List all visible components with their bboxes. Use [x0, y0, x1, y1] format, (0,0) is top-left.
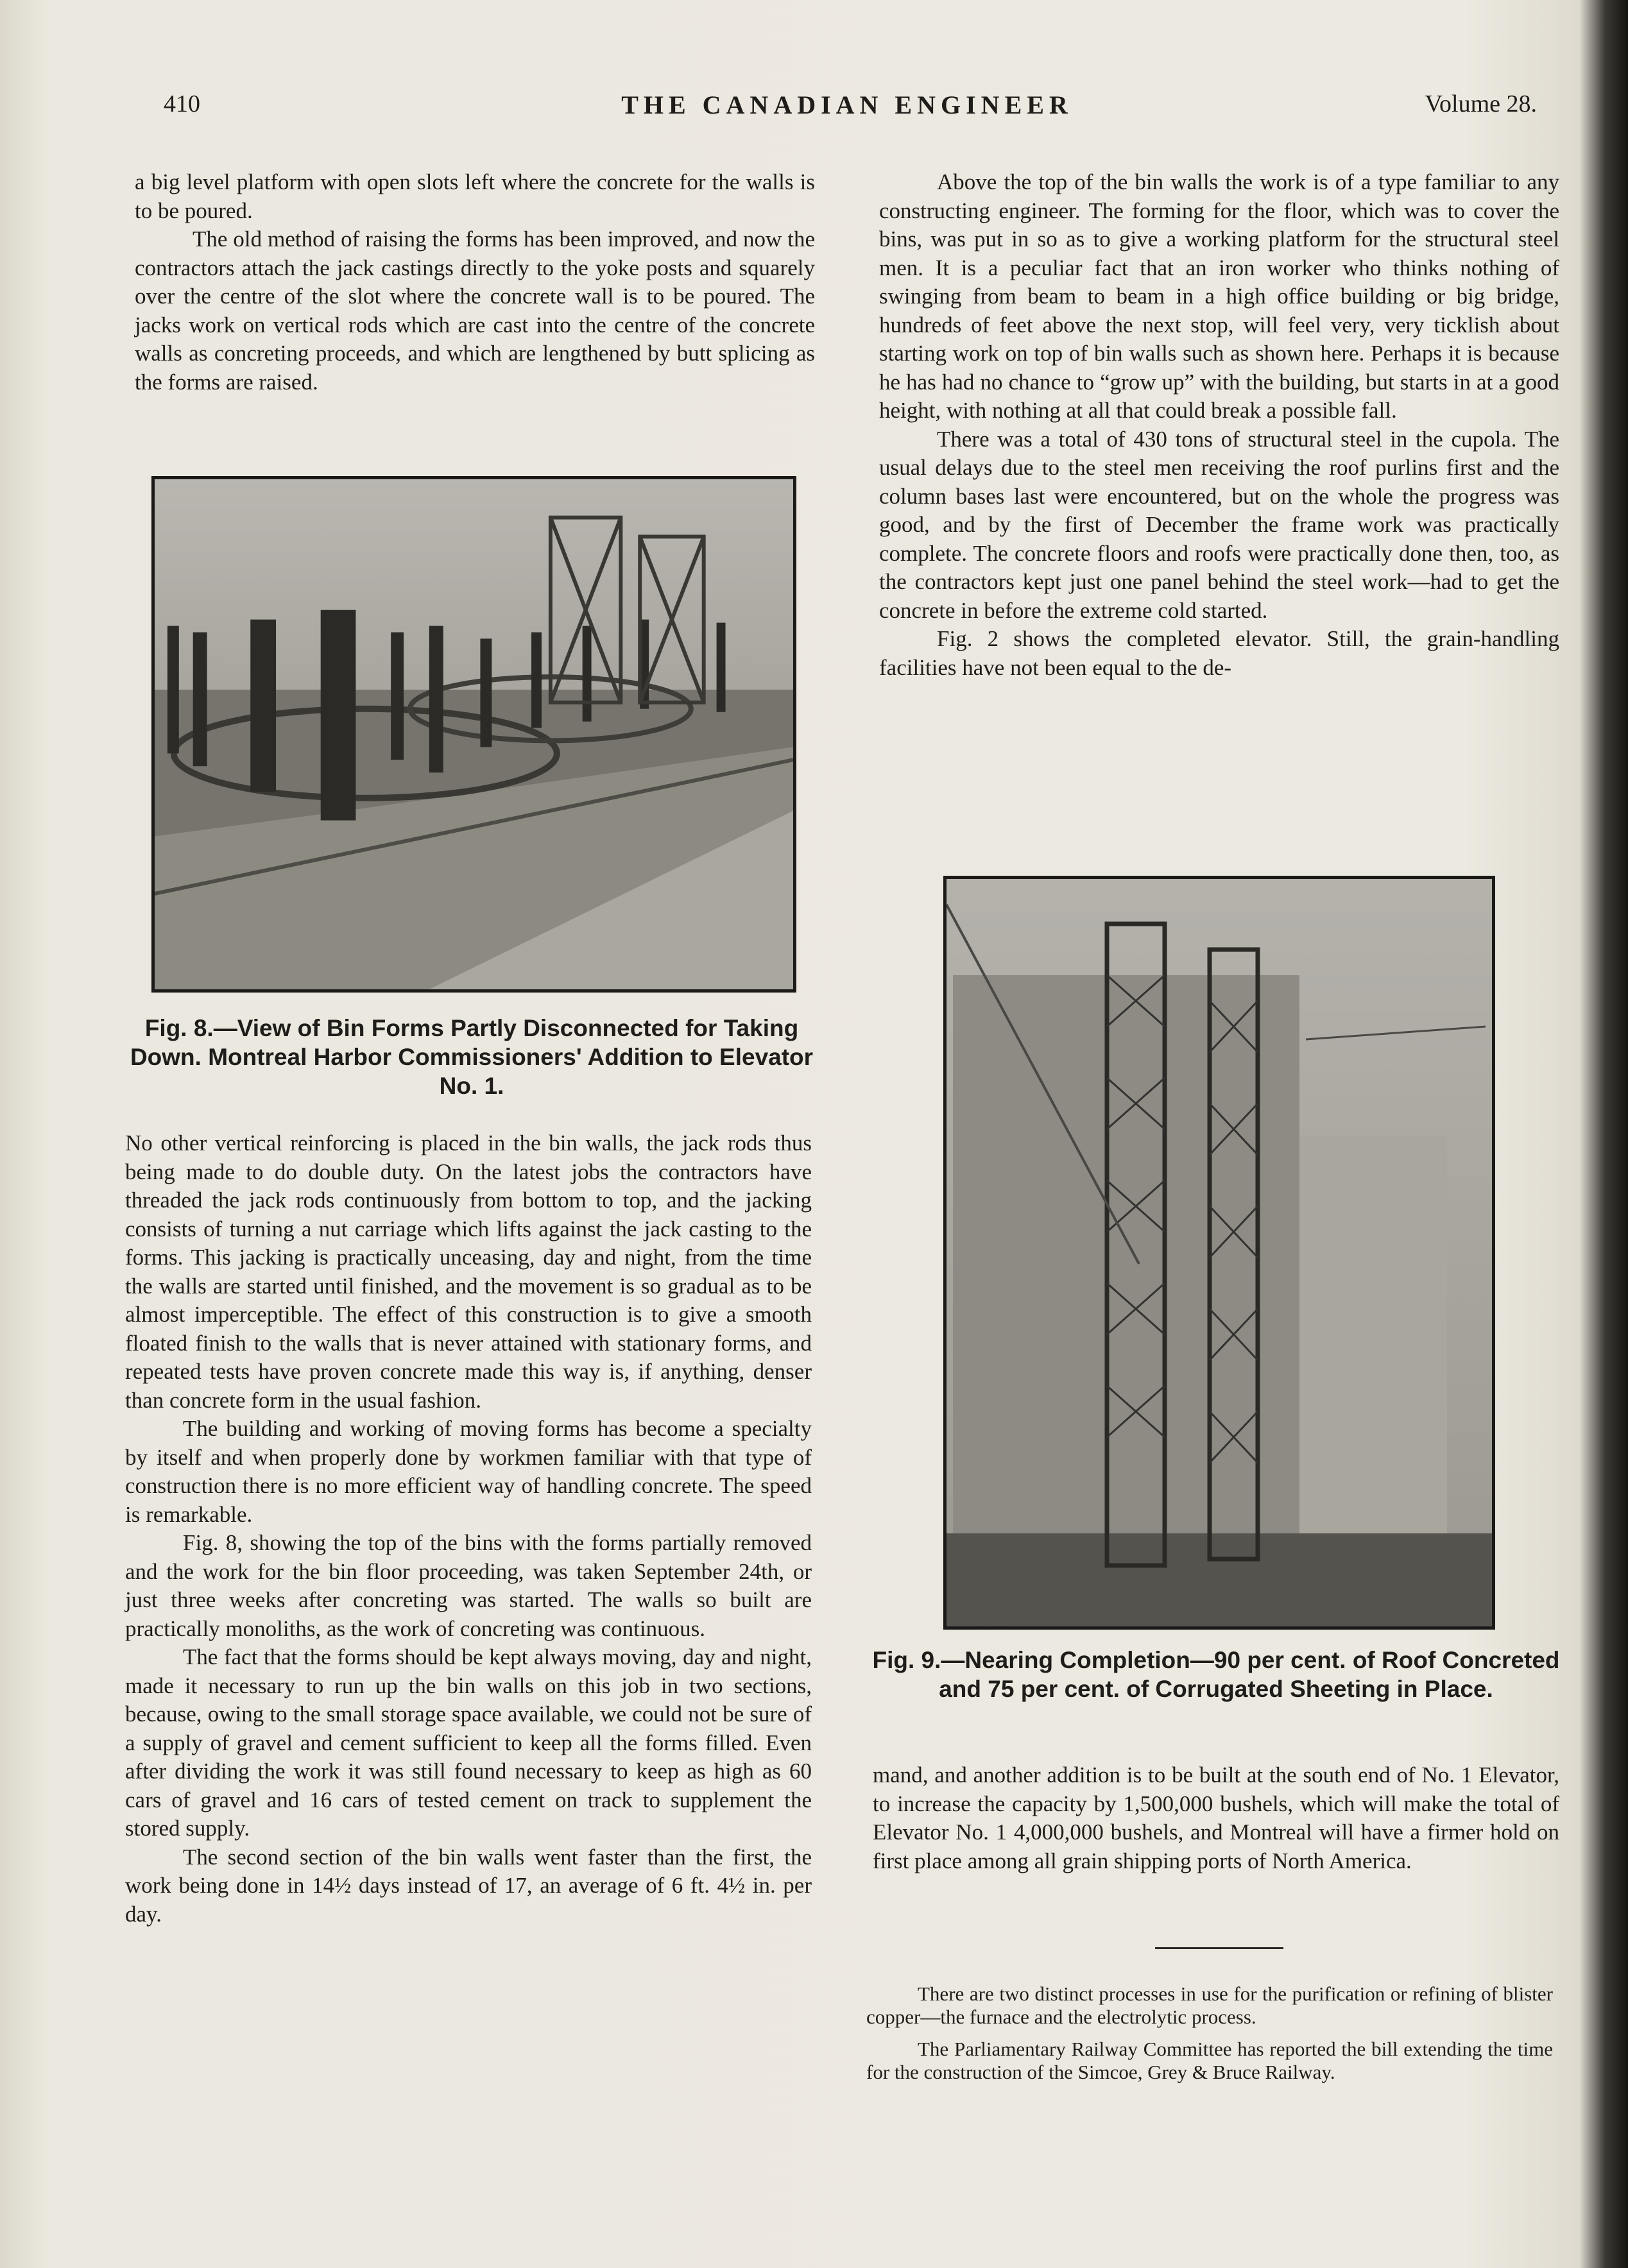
figure-9-photo — [943, 876, 1495, 1630]
paragraph: No other vertical reinforcing is placed in the bin walls, the jack rods thus being made to do double duty. On the latest jobs the contractors have threaded the jack rods continuously from bottom to top, and the jacking consists of turning a nut carriage which lifts against the jack casting to the forms. This jacking is practically unceasing, day and night, from the time the walls are started until finished, and the movement is so gradual as to be almost imperceptible. The effect of this construction is to give a smooth floated finish to the walls that is never attained with stationary forms, and repeated tests have proven concrete made this way is, if anything, denser than concrete form in the usual fashion. — [125, 1130, 812, 1413]
figure-9-caption: Fig. 9.—Nearing Completion—90 per cent. of Roof Concreted and 75 per cent. of Corrugated Sheeting in Place. — [872, 1647, 1560, 1702]
figure-8-caption: Fig. 8.—View of Bin Forms Partly Disconnected for Taking Down. Montreal Harbor Commissioners' Addition to Elevator No. 1. — [130, 1015, 814, 1099]
paragraph: Above the top of the bin walls the work is of a type familiar to any constructing engineer. The forming for the floor, which was to cover the bins, was put in so as to give a working platform for the structural steel men. It is a peculiar fact that an iron worker who thinks nothing of swinging from beam to beam in a high office building or big bridge, hundreds of feet above the next stop, will feel very, very ticklish about starting work on top of bin walls such as shown here. Perhaps it is because he has had no chance to “grow up” with the building, but starts in at a good height, with nothing at all that could break a possible fall. — [879, 169, 1559, 423]
journal-title: THE CANADIAN ENGINEER — [621, 90, 1073, 119]
paragraph: The fact that the forms should be kept always moving, day and night, made it necessary to run up the bin walls on this job in two sections, because, owing to the small storage space available, we could not be sure of a supply of gravel and cement sufficient to keep all the forms filled. Even after dividing the work it was still found necessary to keep as high as 60 cars of gravel and 16 cars of tested cement on track to supplement the stored supply. — [125, 1644, 812, 1841]
paragraph: There was a total of 430 tons of structural steel in the cupola. The usual delays due to the steel men receiving the roof purlins first and the column bases last were encountered, but on the whole the progress was good, and by the first of December the frame work was practically complete. The concrete floors and roofs were practically done then, too, as the contractors kept just one panel behind the steel work—had to get the concrete in before the extreme cold started. — [879, 426, 1559, 623]
note-item: There are two distinct processes in use for the purification or refining of blister copper—the furnace and the electrolytic process. — [866, 1982, 1553, 2028]
paragraph: The old method of raising the forms has been improved, and now the contractors attach the jack castings directly to the yoke posts and squarely over the centre of the slot where the concrete wall is to be poured. The jacks work on vertical rods which are cast into the centre of the concrete walls as concreting proceeds, and which are lengthened by butt splicing as the forms are raised. — [135, 226, 815, 395]
paragraph: The second section of the bin walls went faster than the first, the work being done in 14½ days instead of 17, an average of 6 ft. 4½ in. per day. — [125, 1844, 812, 1927]
volume-label: Volume 28. — [1425, 90, 1537, 117]
left-column-bottom — [125, 1129, 812, 1929]
page-number: 410 — [164, 90, 200, 117]
right-column-top — [879, 168, 1559, 682]
paragraph: The building and working of moving forms has become a specialty by itself and when properly done by workmen familiar with that type of construction there is no more efficient way of handling concrete. The speed is remarkable. — [125, 1416, 812, 1527]
figure-8-photo — [151, 476, 796, 993]
running-header — [157, 90, 1537, 128]
paragraph: mand, and another addition is to be built at the south end of No. 1 Elevator, to increase the capacity by 1,500,000 bushels, which will make the total of Elevator No. 1 4,000,000 bushels, and Montreal will have a firmer hold on first place among all grain shipping ports of North America. — [873, 1762, 1559, 1873]
bin-forms-photo-illustration — [155, 479, 793, 989]
elevator-photo-illustration — [947, 879, 1492, 1626]
paragraph: a big level platform with open slots left where the concrete for the walls is to be poured. — [135, 169, 815, 223]
paragraph: Fig. 8, showing the top of the bins with the forms partially removed and the work for the bin floor proceeding, was taken September 24th, or just three weeks after concreting was started. The walls so built are practically monoliths, as the work of concreting was continuous. — [125, 1530, 812, 1641]
left-column-top — [135, 168, 815, 396]
right-column-bottom — [873, 1761, 1559, 1875]
paragraph: Fig. 2 shows the completed elevator. Still, the grain-handling facilities have not been equal to the de- — [879, 626, 1559, 680]
section-divider — [1155, 1947, 1283, 1949]
note-item: The Parliamentary Railway Committee has reported the bill extending the time for the construction of the Simcoe, Grey & Bruce Railway. — [866, 2038, 1553, 2083]
news-notes — [866, 1982, 1553, 2093]
